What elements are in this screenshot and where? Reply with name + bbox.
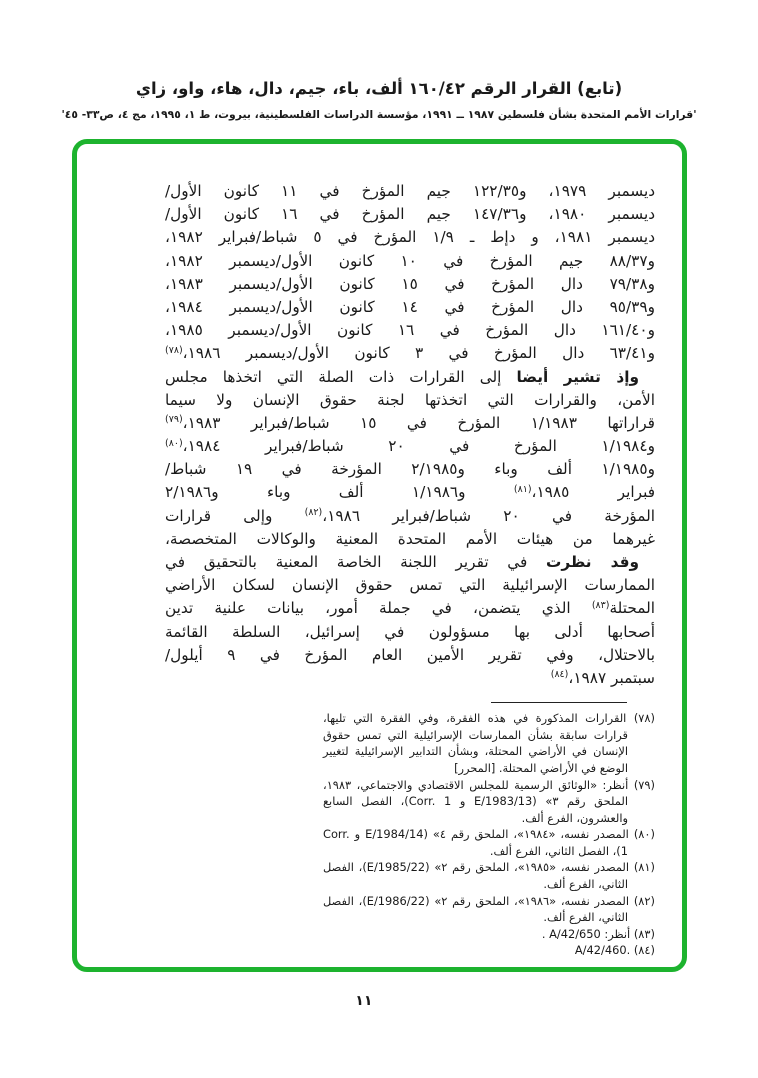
footnote-separator (491, 702, 627, 703)
body-line (165, 597, 655, 620)
body-text-segment: أصحابها أدلى بها مسؤولون في إسرائيل، السلطة القائمة (165, 622, 655, 641)
body-text-segment: ديسمبر ١٩٨١، و دإط ـ ١/٩ المؤرخ في ٥ شباط/فبراير ١٩٨٢، (165, 228, 655, 247)
footnote-text: أنظر: «الوثائق الرسمية للمجلس الاقتصادي والاجتماعي، ١٩٨٣، الملحق رقم ٣» (E/1983/13 و Corr. 1)، الفصل السابع والعشرون، الفرع ألف. (323, 777, 634, 825)
footnote-ref: (٨١) (513, 483, 532, 495)
footnote-ref: (٨٠) (165, 437, 183, 449)
body-text-segment: و١٦١/٤٠ دال المؤرخ في ١٦ كانون الأول/ديسمبر ١٩٨٥، (165, 321, 655, 340)
footnote-text: المصدر نفسه، «١٩٨٥»، الملحق رقم ٢» (E/1985/22)، الفصل الثاني، الفرع ألف. (323, 860, 634, 892)
body-text-segment: المؤرخة في ٢٠ شباط/فبراير ١٩٨٦، (322, 506, 655, 525)
green-content-box (72, 139, 687, 972)
body-line (165, 667, 655, 690)
body-line (165, 342, 655, 365)
body-text-segment: بالاحتلال، وفي تقرير الأمين العام المؤرخ في ٩ أيلول/ (165, 645, 656, 664)
body-line (165, 481, 655, 504)
body-line (165, 250, 655, 273)
body-line (165, 574, 655, 597)
body-text-segment: الممارسات الإسرائيلية التي تمس حقوق الإنسان لسكان الأراضي (165, 576, 655, 595)
body-text-segment: غيرهما من هيئات الأمم المتحدة المعنية والوكالات المتخصصة، (165, 529, 655, 548)
body-text-segment: وقد نظرت (545, 553, 639, 571)
body-line (165, 389, 655, 412)
body-text-segment: و١/١٩٨٥ ألف وباء و٢/١٩٨٥ المؤرخة في ١٩ شباط/ (165, 460, 655, 479)
body-text-segment: و٦٣/٤١ دال المؤرخ في ٣ كانون الأول/ديسمبر ١٩٨٦، (182, 344, 656, 363)
body-line (165, 203, 655, 226)
body-line (165, 412, 655, 435)
footnote (323, 893, 655, 926)
footnote (323, 942, 655, 959)
footnote-number: (٨٠) (633, 827, 655, 842)
body-line (165, 366, 655, 389)
body-text-segment: وإلى قرارات (165, 506, 305, 525)
body-line (165, 458, 655, 481)
page-number: ١١ (355, 993, 373, 1009)
body-text-segment: إلى القرارات ذات الصلة التي اتخذها مجلس (165, 367, 517, 386)
footnote (323, 826, 655, 859)
body-line (165, 621, 655, 644)
body-text-segment: المحتلة (609, 599, 655, 618)
footnote-number: (٧٨) (633, 711, 655, 726)
body-line (165, 435, 655, 458)
footnote-text: المصدر نفسه، «١٩٨٤»، الملحق رقم ٤» (E/1984/14 و Corr. 1)، الفصل الثاني، الفرع ألف. (323, 827, 634, 858)
source-citation: 'قرارات الأمم المتحدة بشأن فلسطين ١٩٨٧ ــ ١٩٩١، مؤسسة الدراسات الفلسطينية، بيروت، ط ١، ١٩٩٥، مج ٤، ص٣٣- ٤٥' (61, 108, 697, 121)
body-text-segment: قراراتها ١/١٩٨٣ المؤرخ في ١٥ شباط/فبراير ١٩٨٣، (182, 413, 655, 432)
body-text-segment: و٩٥/٣٩ دال المؤرخ في ١٤ كانون الأول/ديسمبر ١٩٨٤، (165, 297, 655, 316)
footnote-ref: (٧٩) (165, 414, 183, 426)
footnote-number: (٨٤) (633, 943, 655, 958)
footnote (323, 710, 655, 776)
body-line (165, 644, 655, 667)
body-text-segment: ديسمبر ١٩٨٠، و١٤٧/٣٦ جيم المؤرخ في ١٦ كانون الأول/ (165, 205, 656, 224)
footnote (323, 926, 655, 943)
body-text-segment: و٧٩/٣٨ دال المؤرخ في ١٥ كانون الأول/ديسمبر ١٩٨٣، (165, 274, 655, 293)
body-text-segment: في تقرير اللجنة الخاصة المعنية بالتحقيق في (165, 553, 546, 571)
body-text-segment: و١/١٩٨٦ ألف وباء و٢/١٩٨٦ (165, 483, 514, 502)
resolution-title: (تابع) القرار الرقم ١٦٠/٤٢ ألف، باء، جيم، دال، هاء، واو، زاي (135, 79, 623, 98)
footnote-number: (٨١) (633, 860, 655, 875)
body-line (165, 551, 655, 574)
footnote (323, 777, 655, 827)
body-line (165, 273, 655, 296)
footnote-ref: (٨٤) (550, 669, 569, 681)
body-line (165, 296, 655, 319)
content-box-inner (77, 144, 682, 967)
body-text-segment: وإذ تشير أيضا (516, 367, 639, 386)
body-line (165, 319, 655, 342)
footnote-number: (٧٩) (633, 777, 655, 792)
footnote-text: المصدر نفسه، «١٩٨٦»، الملحق رقم ٢» (E/1986/22)، الفصل الثاني، الفرع ألف. (323, 893, 634, 925)
footnote-number: (٨٣) (633, 926, 655, 941)
body-text-segment: الأمن، والقرارات التي اتخذتها لجنة حقوق الإنسان ولا سيما (165, 390, 655, 409)
resolution-body (165, 180, 655, 690)
footnote-text: أنظر: A/42/650 . (541, 926, 634, 941)
footnote-number: (٨٢) (633, 893, 655, 908)
footnotes-block (323, 710, 655, 959)
body-text-segment: ديسمبر ١٩٧٩، و١٢٢/٣٥ جيم المؤرخ في ١١ كانون الأول/ (165, 182, 656, 200)
body-line (165, 226, 655, 249)
footnote-text: A/42/460.‎ (574, 943, 634, 958)
footnote-ref: (٨٣) (591, 599, 610, 611)
body-line (165, 505, 655, 528)
body-line (165, 528, 655, 551)
footnote-ref: (٧٨) (165, 344, 183, 356)
footnote-text: القرارات المذكورة في هذه الفقرة، وفي الفقرة التي تليها، قرارات سابقة بشأن الممارسات الإسرائيلية التي تمس حقوق الإنسان في الأراضي المحتلة، وبشأن التدابير الإسرائيلية لتغيير الوضع في الأراضي المحتلة. [المحرر] (323, 711, 634, 775)
footnote (323, 859, 655, 892)
body-text-segment: و٨٨/٣٧ جيم المؤرخ في ١٠ كانون الأول/ديسمبر ١٩٨٢، (165, 251, 655, 270)
body-text-segment: و١/١٩٨٤ المؤرخ في ٢٠ شباط/فبراير ١٩٨٤، (182, 437, 655, 456)
body-line (165, 180, 655, 203)
body-text-segment: فبراير ١٩٨٥، (531, 483, 656, 502)
footnote-ref: (٨٢) (304, 507, 323, 519)
body-text-segment: الذي يتضمن، في جملة أمور، بيانات علنية تدين (165, 599, 592, 618)
body-text-segment: سبتمبر ١٩٨٧، (568, 668, 655, 687)
